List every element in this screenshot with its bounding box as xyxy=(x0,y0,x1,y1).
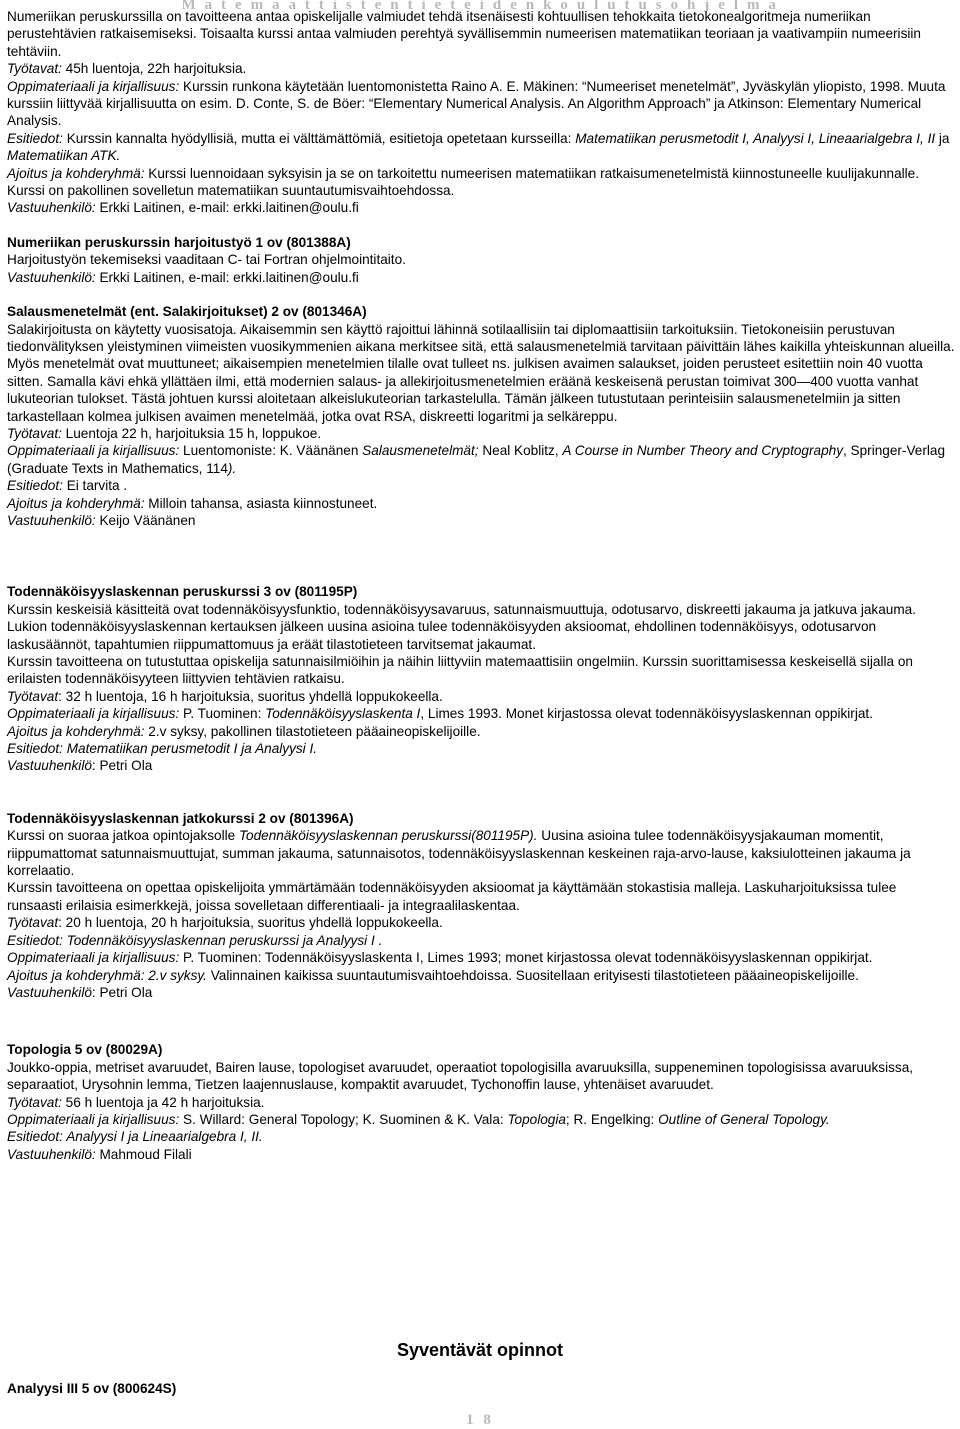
responsible-value: Erkki Laitinen, e-mail: erkki.laitinen@oulu.fi xyxy=(95,200,359,216)
timing-label: Ajoitus ja kohderyhmä: xyxy=(7,495,145,511)
prerequisites-and: ja xyxy=(935,130,950,146)
literature xyxy=(7,949,955,966)
work-methods xyxy=(7,914,955,931)
prerequisites xyxy=(7,130,955,165)
work-methods-value: : 20 h luentoja, 20 h harjoituksia, suoritus yhdellä loppukokeella. xyxy=(58,915,443,931)
responsible-label: Vastuuhenkilö: xyxy=(7,1146,96,1162)
literature-label: Oppimateriaali ja kirjallisuus: xyxy=(7,1111,180,1127)
course-numeriikan-peruskurssi xyxy=(7,8,955,217)
prerequisites-label: Esitiedot xyxy=(7,741,60,757)
timing xyxy=(7,495,955,512)
page-number: 1 8 xyxy=(466,1412,494,1428)
literature-part-d: A Course in Number Theory and Cryptography xyxy=(562,443,843,459)
responsible-label: Vastuuhenkilö: xyxy=(7,512,96,528)
course-title: Todennäköisyyslaskennan jatkokurssi 2 ov (801396A) xyxy=(7,810,354,826)
literature-part-a: Luentomoniste: K. Väänänen xyxy=(179,443,363,459)
course-description xyxy=(7,827,955,879)
description-part-a: Kurssi on suoraa jatkoa opintojaksolle xyxy=(7,828,239,844)
literature-value: Kurssin runkona käytetään luentomonistetta Raino A. E. Mäkinen: “Numeeriset menetelmät”, Jyväskylän yliopisto, 1998. Muuta kurssiin liittyvää kirjallisuutta on esim. D. Conte, S. de Böer: “Elementary Numerical Analysis. An Algorithm Approach” ja Atkinson: Elementary Numerical Analysis. xyxy=(7,78,946,129)
prerequisites xyxy=(7,1128,955,1145)
literature-part-c: Neal Koblitz, xyxy=(478,443,563,459)
prerequisites-value: Analyysi I ja Lineaarialgebra I, II. xyxy=(62,1129,263,1145)
responsible xyxy=(7,1146,955,1163)
prerequisites-value: Ei tarvita . xyxy=(62,478,128,494)
course-todennakoisyys-peruskurssi xyxy=(7,583,955,774)
timing-value: Valinnainen kaikissa suuntautumisvaihtoehdoissa. Suositellaan erityisesti tilastotieteen pääaineopiskelijoille. xyxy=(206,967,859,983)
responsible xyxy=(7,199,955,216)
literature-part-b: Salausmenetelmät; xyxy=(362,443,479,459)
course-description: Harjoitustyön tekemiseksi vaaditaan C- tai Fortran ohjelmointitaito. xyxy=(7,252,406,268)
literature-label: Oppimateriaali ja kirjallisuus: xyxy=(7,78,180,94)
course-goal: Kurssin tavoitteena on opettaa opiskelijoita ymmärtämään todennäköisyyden aksioomat ja käyttämään stokastisia malleja. Laskuharjoituksissa tulee runsaasti erilaisia esimerkkejä, joissa sovelletaan differentiaali- ja integraalilaskentaa. xyxy=(7,880,897,913)
responsible-value: Keijo Väänänen xyxy=(95,512,196,528)
literature-part-a: P. Tuominen: xyxy=(179,706,266,722)
responsible xyxy=(7,984,955,1001)
work-methods-label: Työtavat: xyxy=(7,1094,62,1110)
literature-part-d: Outline of General Topology. xyxy=(658,1111,830,1127)
course-title: Todennäköisyyslaskennan peruskurssi 3 ov (801195P) xyxy=(7,584,358,600)
course-description: Salakirjoitusta on käytetty vuosisatoja. Aikaisemmin sen käyttö rajoittui lähinnä sotilaallisiin tai diplomaattisiin tarkoituksiin. Tietokoneisiin perustuvan tiedonvälityksen yleistyminen viimeisten vuosikymmenien aikana merkitsee sitä, että salausmenetelmiä tarvitaan päivittäin lähes kaikilla yhteiskunnan alueilla. Myös menetelmät ovat muuttuneet; aikaisempien menetelmien tilalle ovat tulleet ns. julkisen avaimen salaukset, joiden perusteet esitettiin noin 40 vuotta sitten. Samalla kävi ehkä yllättäen ilmi, että modernien salaus- ja allekirjoitusmenetelmien eräänä keskeisenä perustan toimivat 300—400 vuotta vanhat lukuteorian tulokset. Tästä johtuen kurssi aloitetaan alkeislukuteorian tarkastelulla. Tämän jälkeen tutustutaan perinteisiin salausmenetelmiin ja sitten tarkastellaan kolmea julkisen avaimen menetelmää, jotka ovat RSA, diskreetti logaritmi ja selkäreppu. xyxy=(7,321,955,424)
literature-part-c: ; R. Engelking: xyxy=(565,1111,659,1127)
prerequisites-value: : Matematiikan perusmetodit I ja Analyysi I. xyxy=(59,741,318,757)
literature-label: Oppimateriaali ja kirjallisuus: xyxy=(7,950,180,966)
responsible xyxy=(7,512,955,529)
course-salausmenetelmat xyxy=(7,303,955,529)
timing-label: Ajoitus ja kohderyhmä: xyxy=(7,165,145,181)
literature xyxy=(7,78,955,130)
timing-value: 2.v syksy, pakollinen tilastotieteen pääaineopiskelijoille. xyxy=(144,723,481,739)
running-header-watermark: M a t e m a a t t i s t e n t i e t e i d e n k o u l u t u s o h j e l m a xyxy=(181,0,779,13)
timing xyxy=(7,165,955,200)
literature-part-e: , Springer-Verlag (Graduate Texts in Mathematics, 114 xyxy=(7,443,946,476)
prerequisites-value: : Todennäköisyyslaskennan peruskurssi ja Analyysi I . xyxy=(59,932,383,948)
work-methods-value: 45h luentoja, 22h harjoituksia. xyxy=(61,61,247,77)
responsible-label: Vastuuhenkilö xyxy=(7,758,92,774)
responsible-label: Vastuuhenkilö: xyxy=(7,200,96,216)
course-description: Joukko-oppia, metriset avaruudet, Bairen lause, topologiset avaruudet, operaatiot topologisilla avaruuksilla, suppeneminen topologisissa avaruuksissa, separaatiot, Urysohnin lemma, Tietzen laajennuslause, kompaktit avaruudet, Tychonoffin lause, yhtenäiset avaruudet. xyxy=(7,1059,914,1093)
description-part-c: Uusina asioina tulee todennäköisyysjakauman momentit, riippumattomat satunnaismuuttujat, summan jakauma, satunnaisotos, todennäköisyyslaskennan keskeinen raja-arvo-lause, kaksiulotteinen jakauma ja korrelaatio. xyxy=(7,828,911,879)
course-todennakoisyys-jatkokurssi xyxy=(7,810,955,1001)
work-methods-label: Työtavat: xyxy=(7,61,62,77)
literature xyxy=(7,1111,955,1128)
prerequisites-text: Kurssin kannalta hyödyllisiä, mutta ei välttämättömiä, esitietoja opetetaan kursseilla: xyxy=(62,130,576,146)
document-page xyxy=(7,8,955,1163)
timing-value: Milloin tahansa, asiasta kiinnostuneet. xyxy=(144,495,378,511)
course-goal: Kurssin tavoitteena on tutustuttaa opiskelija satunnaisilmiöihin ja näihin liittyviin matemaattisiin ongelmiin. Kurssin suorittamisessa keskeisellä sijalla on erilaisten todennäköisyyteen liittyvien tehtävien ratkaisu. xyxy=(7,654,913,687)
literature-part-c: , Limes 1993. Monet kirjastossa olevat todennäköisyyslaskennan oppikirjat. xyxy=(420,706,873,722)
course-title: Topologia 5 ov (80029A) xyxy=(7,1042,163,1058)
literature xyxy=(7,442,955,477)
responsible-value: : Petri Ola xyxy=(91,984,153,1000)
course-topologia xyxy=(7,1041,955,1163)
work-methods-label: Työtavat xyxy=(7,915,59,931)
prerequisites-label: Esitiedot: xyxy=(7,1129,63,1145)
course-description: Kurssin keskeisiä käsitteitä ovat todennäköisyysfunktio, todennäköisyysavaruus, satunnaismuuttuja, odotusarvo, diskreetti jakauma ja jatkuva jakauma. Lukion todennäköisyyslaskennan kertauksen jälkeen uusina asioina tulee todennäköisyyden aksioomat, ehdollinen todennäköisyys, odotusarvon laskusäännöt, tapahtumien riippumattomuus ja eräät tilastotieteen tarvitsemat jakaumat. xyxy=(7,601,916,652)
work-methods-label: Työtavat: xyxy=(7,425,62,441)
literature-label: Oppimateriaali ja kirjallisuus: xyxy=(7,443,180,459)
literature xyxy=(7,705,955,722)
timing-value: Kurssi luennoidaan syksyisin ja se on tarkoitettu numeerisen matematiikan ratkaisumenetelmistä kiinnostuneelle kuulijakunnalle. Kurssi on pakollinen sovelletun matematiikan suuntautumisvaihtoehdossa. xyxy=(7,165,920,199)
work-methods-label: Työtavat xyxy=(7,688,59,704)
course-title-analyysi-iii: Analyysi III 5 ov (800624S) xyxy=(7,1381,177,1396)
timing xyxy=(7,967,955,984)
responsible-label: Vastuuhenkilö: xyxy=(7,269,96,285)
course-title: Salausmenetelmät (ent. Salakirjoitukset) 2 ov (801346A) xyxy=(7,304,367,320)
timing xyxy=(7,723,955,740)
responsible xyxy=(7,269,955,286)
literature-part-f: ). xyxy=(227,460,237,476)
prerequisites xyxy=(7,740,955,757)
work-methods xyxy=(7,60,955,77)
responsible-value: Mahmoud Filali xyxy=(95,1146,192,1162)
responsible-value: Erkki Laitinen, e-mail: erkki.laitinen@oulu.fi xyxy=(95,269,359,285)
prerequisites-course-atk: Matematiikan ATK. xyxy=(7,148,121,164)
literature-label: Oppimateriaali ja kirjallisuus: xyxy=(7,706,180,722)
prerequisites-label: Esitiedot: xyxy=(7,130,63,146)
work-methods xyxy=(7,1094,955,1111)
prerequisites-label: Esitiedot: xyxy=(7,478,63,494)
work-methods-value: : 32 h luentoja, 16 h harjoituksia, suoritus yhdellä loppukokeella. xyxy=(58,688,443,704)
responsible-label: Vastuuhenkilö xyxy=(7,984,92,1000)
work-methods-value: Luentoja 22 h, harjoituksia 15 h, loppukoe. xyxy=(61,425,322,441)
prerequisites-label: Esitiedot xyxy=(7,932,60,948)
work-methods-value: 56 h luentoja ja 42 h harjoituksia. xyxy=(61,1094,265,1110)
prerequisites xyxy=(7,932,955,949)
literature-part-b: Topologia xyxy=(507,1111,566,1127)
responsible-value: : Petri Ola xyxy=(91,758,153,774)
timing-label: Ajoitus ja kohderyhmä: xyxy=(7,723,145,739)
literature-value: P. Tuominen: Todennäköisyyslaskenta I, Limes 1993; monet kirjastossa olevat todennäköisyyslaskennan oppikirjat. xyxy=(179,950,873,966)
timing-label: Ajoitus ja kohderyhmä: 2.v syksy. xyxy=(7,967,207,983)
prerequisites-courses: Matematiikan perusmetodit I, Analyysi I, Lineaarialgebra I, II xyxy=(575,130,936,146)
course-harjoitustyo xyxy=(7,234,955,286)
literature-part-b: Todennäköisyyslaskenta I xyxy=(265,706,421,722)
work-methods xyxy=(7,688,955,705)
responsible xyxy=(7,757,955,774)
course-title: Numeriikan peruskurssin harjoitustyö 1 ov (801388A) xyxy=(7,234,351,250)
work-methods xyxy=(7,425,955,442)
literature-part-a: S. Willard: General Topology; K. Suominen & K. Vala: xyxy=(179,1111,508,1127)
section-title: Syventävät opinnot xyxy=(396,1340,564,1360)
description-part-b: Todennäköisyyslaskennan peruskurssi(801195P). xyxy=(238,828,538,844)
prerequisites xyxy=(7,477,955,494)
course-description: Numeriikan peruskurssilla on tavoitteena antaa opiskelijalle valmiudet tehdä itsenäisesti kohtuullisen tehokkaita tietokonealgoritmeja numeriikan perustehtävien ratkaisemiseksi. Toisaalta kurssi antaa valmiuden perehtyä syvällisemmin numeerisen matematiikan teoriaan ja vaativampiin numeerisiin tehtäviin. xyxy=(7,9,921,59)
